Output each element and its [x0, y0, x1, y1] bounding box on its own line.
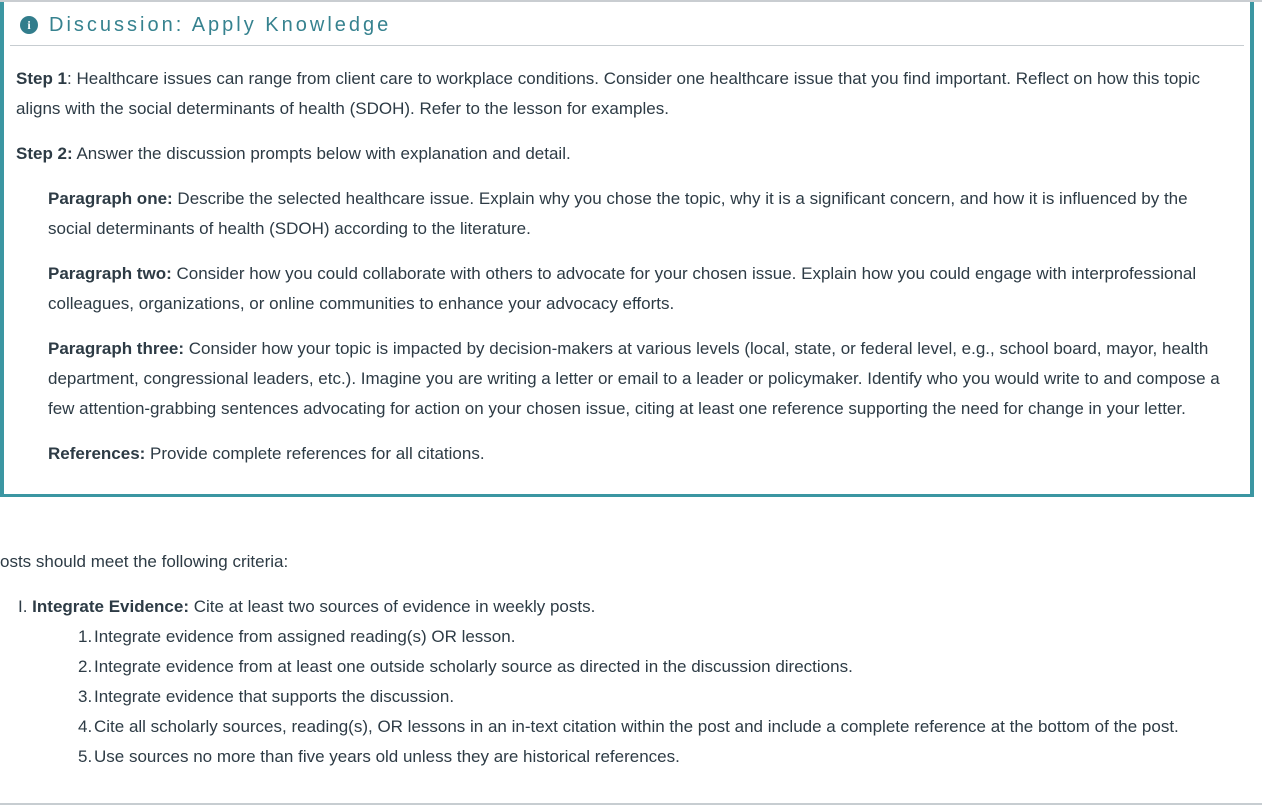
- criteria-roman-numeral: I.: [18, 597, 33, 616]
- criteria-list: [78, 622, 1262, 772]
- list-item-text: Cite all scholarly sources, reading(s), OR lessons in an in-text citation within the post and include a complete reference at the bottom of the post.: [94, 717, 1179, 736]
- paragraph-two-label: Paragraph two:: [48, 264, 172, 283]
- list-item: [78, 712, 1254, 742]
- references-text: Provide complete references for all citations.: [145, 444, 485, 463]
- paragraph-one-text: Describe the selected healthcare issue. Explain why you chose the topic, why it is a significant concern, and how it is influenced by the social determinants of health (SDOH) according to the literature.: [48, 189, 1188, 238]
- list-item-number: 3.: [78, 687, 93, 706]
- bottom-divider: [0, 803, 1262, 805]
- references-label: References:: [48, 444, 146, 463]
- criteria-heading-text: Cite at least two sources of evidence in weekly posts.: [189, 597, 596, 616]
- discussion-instructions-panel: [0, 2, 1254, 497]
- references-prompt: [48, 439, 1234, 469]
- step-2-text: Answer the discussion prompts below with explanation and detail.: [72, 144, 571, 163]
- panel-header: [10, 2, 1244, 46]
- list-item-text: Integrate evidence from assigned reading(s) OR lesson.: [94, 627, 516, 646]
- criteria-section: [0, 532, 1262, 772]
- list-item-number: 4.: [78, 717, 93, 736]
- list-item: [78, 622, 1254, 652]
- step-1-text: : Healthcare issues can range from client care to workplace conditions. Consider one healthcare issue that you find important. Reflect on how this topic aligns with the social determinants of health (SDOH). Refer to the lesson for examples.: [16, 69, 1201, 118]
- paragraph-three-text: Consider how your topic is impacted by decision-makers at various levels (local, state, or federal level, e.g., school board, mayor, health department, congressional leaders, etc.). Imagine you are writing a letter or email to a leader or policymaker. Identify who you would write to and compose a few attention-grabbing sentences advocating for action on your chosen issue, citing at least one reference supporting the need for change in your letter.: [48, 339, 1220, 418]
- step-1-paragraph: [16, 64, 1234, 124]
- criteria-heading-label: Integrate Evidence:: [32, 597, 189, 616]
- list-item: [78, 682, 1254, 712]
- list-item-text: Integrate evidence that supports the discussion.: [94, 687, 455, 706]
- paragraph-one-label: Paragraph one:: [48, 189, 173, 208]
- paragraph-three-label: Paragraph three:: [48, 339, 185, 358]
- list-item: [78, 652, 1254, 682]
- list-item-text: Integrate evidence from at least one outside scholarly source as directed in the discussion directions.: [94, 657, 853, 676]
- paragraph-two-text: Consider how you could collaborate with others to advocate for your chosen issue. Explain how you could engage with interprofessional colleagues, organizations, or online communities to enhance your advocacy efforts.: [48, 264, 1197, 313]
- paragraph-one-prompt: [48, 184, 1234, 244]
- panel-body: [4, 46, 1250, 494]
- panel-title: Discussion: Apply Knowledge: [49, 13, 392, 36]
- paragraph-two-prompt: [48, 259, 1234, 319]
- list-item-number: 2.: [78, 657, 93, 676]
- step-1-label: Step 1: [16, 69, 68, 88]
- info-icon: i: [20, 16, 38, 34]
- list-item-number: 1.: [78, 627, 93, 646]
- criteria-heading: [18, 592, 1262, 622]
- list-item: [78, 742, 1254, 772]
- criteria-intro: osts should meet the following criteria:: [0, 552, 289, 571]
- paragraph-three-prompt: [48, 334, 1234, 424]
- list-item-number: 5.: [78, 747, 93, 766]
- step-2-paragraph: [16, 139, 1234, 169]
- list-item-text: Use sources no more than five years old unless they are historical references.: [94, 747, 680, 766]
- step-2-label: Step 2:: [16, 144, 73, 163]
